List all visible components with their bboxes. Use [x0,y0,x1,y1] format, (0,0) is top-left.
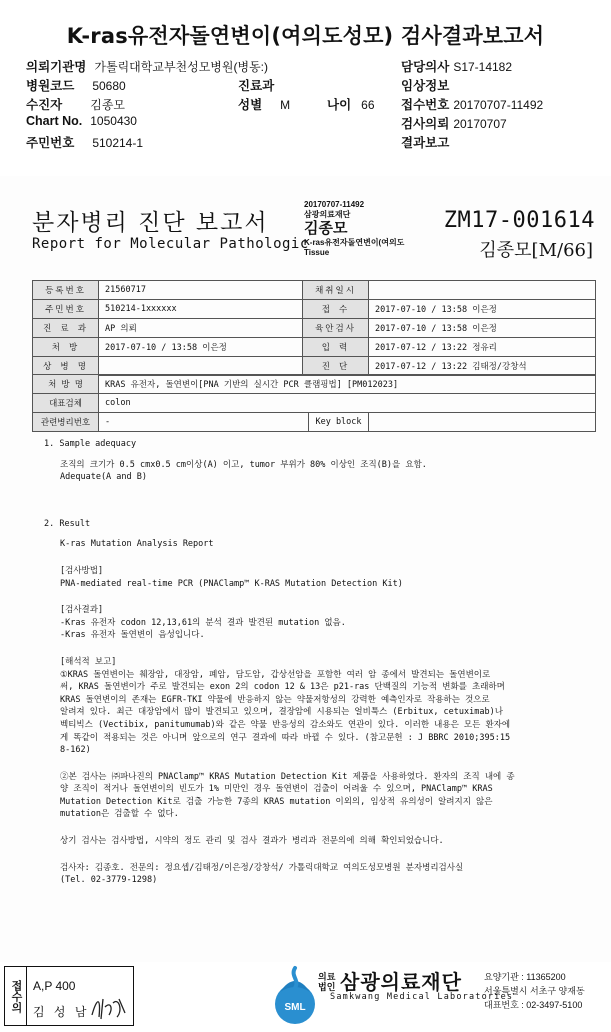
patient-name-tag: 김종모[M/66] [479,240,593,261]
header-sex: 성별 M [238,98,291,112]
table-row [33,281,596,300]
header-age: 나이 66 [327,98,375,112]
text-line: 알려져 있다. 최근 대장암에서 많이 발견되고 있으며, 결장암에 시용되는 얼비툭스 (Erbitux, cetuximab)나 [60,707,503,718]
table-label-cell: 상 병 명 [33,357,99,376]
page-title: K-ras유전자돌연변이(여의도성모) 검사결과보고서 [66,24,545,48]
table-row [33,338,596,357]
table-value-cell: 2017-07-12 / 13:22 정유리 [369,338,596,357]
report-title-kr: 분자병리 진단 보고서 [32,210,269,236]
header-clinical-info: 임상정보 [401,79,450,93]
table-value-cell: 2017-07-10 / 13:58 이은정 [99,338,303,357]
table-label-cell: 입 력 [303,338,369,357]
table-label-cell: 접 수 [303,300,369,319]
footer [0,962,611,1032]
table-row: 대표검체 colon [33,394,596,413]
logo-corp-label: 의료 법인 [318,972,336,992]
receipt-stamp-box [4,966,134,1026]
method-heading: [검사방법] [60,565,104,576]
receipt-signer: 김 성 남 [33,1005,90,1019]
table-label-cell: 육안검사 [303,319,369,338]
table-row [33,300,596,319]
text-line: 써, KRAS 돌연변이가 주로 발견되는 exon 2의 codon 12 & 13은 p21-ras 단백질의 기능적 변화를 초래하며 [60,682,505,693]
report-title-en: Report for Molecular Pathologic [32,236,309,252]
sample-requirement: 조직의 크기가 0.5 cmx0.5 cm이상(A) 이고, tumor 부위가 80% 이상인 조직(B)을 요함. [60,459,427,470]
text-line: ②본 검사는 ㈜파나진의 PNAClamp™ KRAS Mutation Detection Kit 제품을 사용하였다. 환자의 조직 내에 종 [60,771,515,782]
table-label-cell: 진 단 [303,357,369,376]
method-text: PNA-mediated real-time PCR (PNAClamp™ K-RAS Mutation Detection Kit) [60,578,403,589]
table-label-cell: 진 료 과 [33,319,99,338]
text-line: 벡티빅스 (Vectibix, panitumumab)와 같은 약물 반응성의 감소와도 연관이 있다. 이러한 내용은 모든 환자에 [60,719,511,730]
report-body [44,438,600,887]
table-value-cell: 510214-1xxxxxx [99,300,303,319]
header-doctor: 담당의사 S17-14182 [401,60,513,74]
specimen-label: 20170707-11492 삼광의료재단 김종모 K-ras유전자돌연변이(여의도 Tissue [304,200,405,257]
result-line-1: -Kras 유전자 codon 12,13,61의 분석 결과 발견된 mutation 없음. [60,617,346,628]
sample-result: Adequate(A and B) [60,472,147,483]
order-table [32,374,596,432]
table-value-cell: 2017-07-10 / 13:58 이은정 [369,319,596,338]
org-info: 요양기관 : 11365200 서울특별시 서초구 양재동 대표번호 : 02-3497-5100 [484,972,585,1010]
table-label-cell: 등록번호 [33,281,99,300]
signature-icon [89,993,129,1023]
closing-statement: 상기 검사는 검사방법, 시약의 정도 관리 및 검사 결과가 병리과 전문의에 의해 확인되었습니다. [60,836,444,847]
header-institution: 의뢰기관명 가톨릭대학교부천성모병원(병동:) [26,60,269,74]
table-row: 처 방 명 KRAS 유전자, 돌연변이[PNA 기반의 실시간 PCR 클램핑법] [PM012023] [33,375,596,394]
interpretation-paragraph-2 [44,771,600,821]
table-value-cell: 2017-07-12 / 13:22 김태정/강창석 [369,357,596,376]
text-line: 양 조직이 적거나 돌연변이의 빈도가 1% 미만인 경우 돌연변이 검출이 어려울 수 있으며, PNAClamp™ KRAS [60,784,493,795]
table-row [33,357,596,376]
org-name-en: Samkwang Medical Laboratories [330,992,514,1002]
table-row: 관련병리번호 - Key block [33,413,596,432]
header-resident-no: 주민번호 510214-1 [26,136,144,150]
receipt-code: A,P 400 [33,979,76,993]
text-line: mutation은 검출할 수 없다. [60,809,179,820]
receipt-side-label: 접수의 [5,967,27,1025]
table-value-cell [99,357,303,376]
text-line: 게 똑같이 적용되는 것은 아니며 앞으로의 연구 결과에 따라 바뀔 수 있다. (참고문헌 : J BBRC 2010;395:15 [60,732,511,743]
interpretation-heading: [해석적 보고] [60,656,117,667]
header-result-report: 결과보고 [401,136,450,150]
table-label-cell: 처 방 [33,338,99,357]
header-chart-no: Chart No. 1050430 [26,114,137,128]
result-heading: [검사결과] [60,605,104,616]
table-value-cell [369,281,596,300]
header-receipt-no: 접수번호 20170707-11492 [401,98,544,112]
section-result-title: 2. Result [44,518,91,529]
result-subtitle: K-ras Mutation Analysis Report [60,539,214,550]
result-line-2: -Kras 유전자 돌연변이 음성입니다. [60,630,205,641]
text-line: 8-162) [60,745,91,756]
org-name: 삼광의료재단 [340,972,462,994]
header-hospital-code: 병원코드 50680 [26,79,126,93]
table-label-cell: 주민번호 [33,300,99,319]
interpretation-paragraph-1 [44,669,600,757]
table-value-cell: 2017-07-10 / 13:58 이은정 [369,300,596,319]
examiner-line: 검사자: 김종호. 전문의: 정요셉/김태정/이은정/강창석/ 가톨릭대학교 여의도성모병원 분자병리검사실 [60,862,464,873]
svg-text:SML: SML [284,1002,306,1013]
text-line: ①KRAS 돌연변이는 췌장암, 대장암, 폐암, 담도암, 갑상선암을 포함한 여러 암 종에서 발견되는 돌연변이로 [60,669,491,680]
report-code: ZM17-001614 [443,208,595,233]
header-patient: 수진자 김종모 [26,98,126,112]
header-department: 진료과 [238,79,275,93]
header-request-date: 검사의뢰 20170707 [401,117,507,131]
table-row [33,319,596,338]
section-sample-title: 1. Sample adequacy [44,439,137,449]
table-value-cell: AP 의뢰 [99,319,303,338]
table-value-cell: 21560717 [99,281,303,300]
examiner-phone: (Tel. 02-3779-1298) [60,875,158,886]
scanned-report [0,176,611,962]
text-line: KRAS 돌연변이의 존재는 EGFR-TKI 약물에 반응하지 않는 약물저항성의 강력한 예측인자로 작용하는 것으로 [60,694,490,705]
sml-logo-icon [272,964,318,1026]
info-table [32,280,596,376]
table-label-cell: 채취일시 [303,281,369,300]
text-line: Mutation Detection Kit로 검출 가능한 7종의 KRAS mutation 이외의, 임상적 유의성이 알려지지 않은 [60,796,493,807]
